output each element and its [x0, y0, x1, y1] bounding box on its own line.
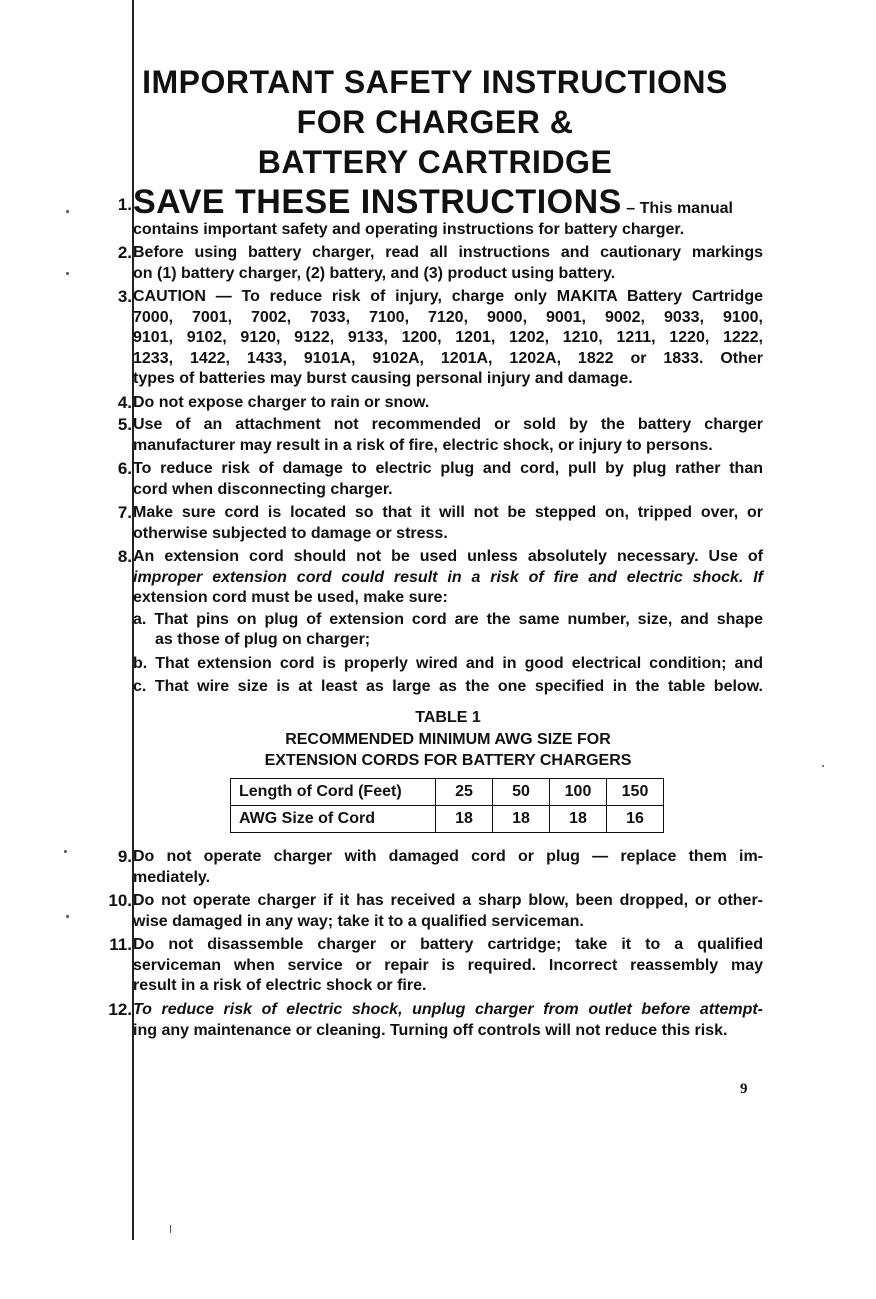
title-line-2: FOR CHARGER & — [296, 104, 574, 140]
sub-item-c: c. That wire size is at least as large as the one specified in the table below. — [133, 678, 763, 695]
table-row-header: AWG Size of Cord — [231, 806, 436, 833]
scan-speck — [64, 850, 67, 853]
item-line: Do not operate charger with damaged cord or plug — replace them im- — [133, 848, 763, 865]
item-line: otherwise subjected to damage or stress. — [133, 524, 448, 542]
item-line: Before using battery charger, read all instructions and cautionary markings — [133, 244, 763, 261]
scan-speck — [66, 915, 69, 918]
item-line: To reduce risk of damage to electric plug and cord, pull by plug rather than — [133, 460, 763, 477]
awg-table — [230, 778, 664, 833]
table-cell: 25 — [436, 779, 493, 806]
table-caption-line-2: EXTENSION CORDS FOR BATTERY CHARGERS — [264, 752, 632, 769]
item-line: ing any maintenance or cleaning. Turning off controls will not reduce this risk. — [133, 1021, 728, 1039]
item-line: Use of an attachment not recommended or sold by the battery charger — [133, 416, 763, 433]
scan-speck — [822, 765, 824, 767]
page-number: 9 — [740, 1081, 748, 1097]
table-cell: 16 — [607, 806, 664, 833]
item-body — [133, 393, 763, 414]
item-line: Make sure cord is located so that it will not be stepped on, tripped over, or — [133, 504, 763, 521]
item-number: 9. — [117, 847, 132, 866]
item-body — [133, 459, 763, 500]
item-heading-line — [133, 185, 763, 220]
item-line: To reduce risk of electric shock, unplug charger from outlet before attempt- — [133, 1001, 763, 1018]
scan-speck — [66, 210, 69, 213]
item-number: 10. — [108, 891, 132, 910]
item-line: wise damaged in any way; take it to a qualified serviceman. — [133, 912, 584, 930]
item-number: 1. — [117, 195, 132, 214]
scan-speck — [170, 1225, 171, 1233]
item-body — [133, 847, 763, 888]
table-cell: 50 — [493, 779, 550, 806]
item-number: 2. — [117, 243, 132, 262]
item-number: 5. — [117, 415, 132, 434]
sub-item-b: b. That extension cord is properly wired and in good electrical condition; and — [133, 654, 763, 672]
item-number: 4. — [117, 393, 132, 412]
item-line: Do not disassemble charger or battery cartridge; take it to a qualified — [133, 936, 763, 953]
page-title — [110, 62, 760, 182]
item-number: 11. — [109, 935, 132, 954]
item-line: contains important safety and operating instructions for battery charger. — [133, 220, 685, 238]
table-row — [231, 779, 664, 806]
item-line: Do not expose charger to rain or snow. — [133, 394, 430, 411]
table-cell: 18 — [436, 806, 493, 833]
table-caption-line-1: RECOMMENDED MINIMUM AWG SIZE FOR — [285, 730, 611, 748]
item-number: 8. — [117, 547, 132, 566]
item-body — [133, 287, 763, 390]
item-line: result in a risk of electric shock or fire. — [133, 977, 427, 994]
item-line: mediately. — [133, 868, 211, 886]
table-cell: 18 — [493, 806, 550, 833]
item-number: 3. — [117, 287, 132, 306]
item-line: manufacturer may result in a risk of fire, electric shock, or injury to persons. — [133, 436, 713, 454]
item-body — [133, 185, 763, 240]
table-label: TABLE 1 — [415, 709, 481, 726]
table-cell: 150 — [607, 779, 664, 806]
item-line: 9101, 9102, 9120, 9122, 9133, 1200, 1201, 1202, 1210, 1211, 1220, 1222, — [133, 329, 763, 346]
item-line: Do not operate charger if it has received a sharp blow, been dropped, or other- — [133, 892, 763, 909]
item-line: extension cord must be used, make sure: — [133, 589, 448, 606]
item-line: on (1) battery charger, (2) battery, and (3) product using battery. — [133, 264, 616, 282]
scan-speck — [66, 272, 69, 275]
item-body — [133, 1000, 763, 1041]
item-number: 7. — [117, 503, 132, 522]
item-line: improper extension cord could result in a risk of fire and electric shock. If — [133, 568, 763, 586]
item-line: CAUTION — To reduce risk of injury, charge only MAKITA Battery Cartridge — [133, 288, 763, 305]
item-line: An extension cord should not be used unless absolutely necessary. Use of — [133, 548, 763, 565]
table-cell: 18 — [550, 806, 607, 833]
save-instructions-heading: SAVE THESE INSTRUCTIONS — [133, 183, 622, 221]
item-line: 7000, 7001, 7002, 7033, 7100, 7120, 9000, 9001, 9002, 9033, 9100, — [133, 308, 763, 326]
table-row-header: Length of Cord (Feet) — [231, 779, 436, 806]
item-body — [133, 503, 763, 544]
save-instructions-tail: – This manual — [621, 200, 733, 217]
table-caption — [228, 707, 668, 772]
sub-item-a-cont: as those of plug on charger; — [155, 631, 371, 648]
item-line: types of batteries may burst causing personal injury and damage. — [133, 370, 633, 387]
item-body — [133, 547, 763, 698]
item-line: cord when disconnecting charger. — [133, 480, 393, 498]
item-number: 6. — [117, 459, 132, 478]
title-line-1: IMPORTANT SAFETY INSTRUCTIONS — [142, 64, 728, 100]
item-line: serviceman when service or repair is required. Incorrect reassembly may — [133, 956, 763, 974]
item-number: 12. — [108, 1000, 132, 1019]
item-body — [133, 891, 763, 932]
item-body — [133, 415, 763, 456]
table-row — [231, 806, 664, 833]
item-line: 1233, 1422, 1433, 9101A, 9102A, 1201A, 1202A, 1822 or 1833. Other — [133, 349, 763, 367]
item-body — [133, 935, 763, 997]
sub-item-a: a. That pins on plug of extension cord are the same number, size, and shape — [133, 610, 763, 628]
title-line-3: BATTERY CARTRIDGE — [257, 144, 613, 180]
item-body — [133, 243, 763, 284]
table-cell: 100 — [550, 779, 607, 806]
